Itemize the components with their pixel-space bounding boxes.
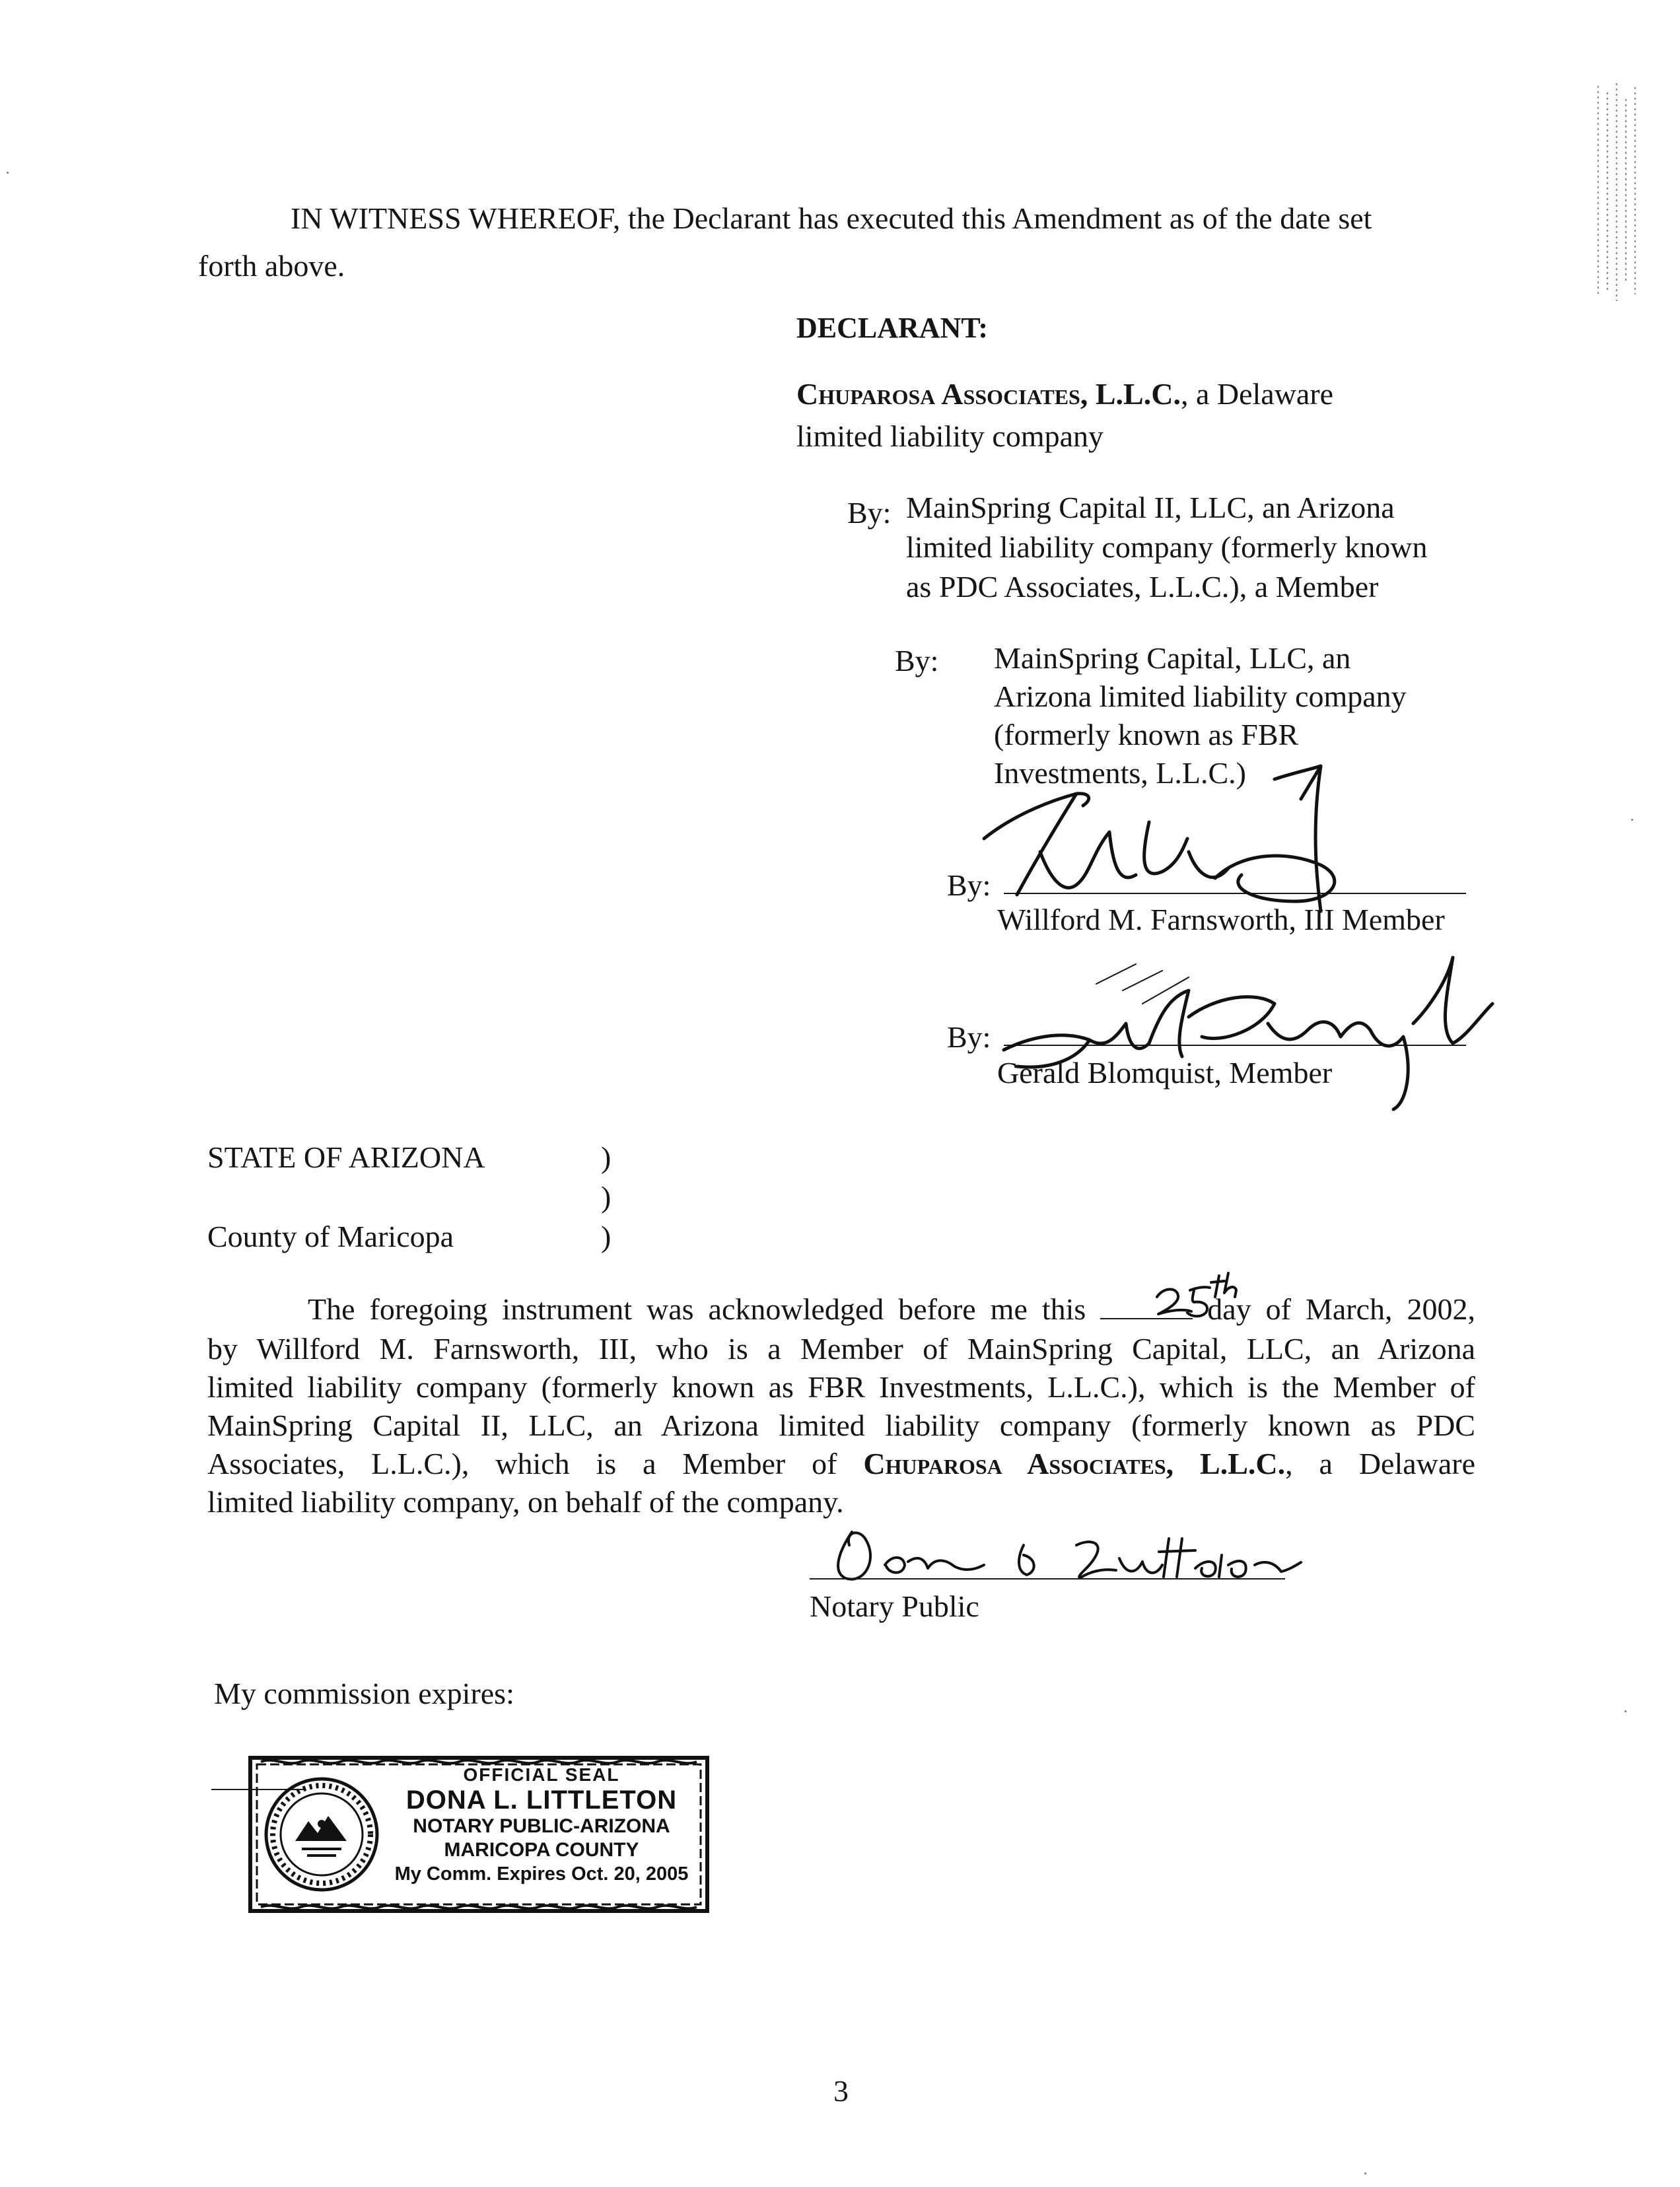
signer2-name: Gerald Blomquist, Member [997,1056,1333,1090]
seal-line2: NOTARY PUBLIC-ARIZONA [413,1815,670,1837]
scan-speck [7,172,9,174]
declarant-company-line2: limited liability company [796,419,1104,453]
venue-state: STATE OF ARIZONA [207,1140,485,1174]
declarant-heading: DECLARANT: [796,312,989,344]
seal-line4: My Comm. Expires Oct. 20, 2005 [394,1863,689,1885]
acknowledgment-line3: limited liability company (formerly known as FBR Investments, L.L.C.), which is the Member of [207,1370,1475,1404]
by-label-member1: By: [847,496,892,530]
member2-line4: Investments, L.L.C.) [994,756,1246,790]
scan-speck [1364,2172,1366,2174]
venue-paren-1: ) [601,1140,612,1174]
notary-label: Notary Public [810,1589,979,1623]
venue-paren-3: ) [601,1220,612,1253]
venue-county: County of Maricopa [207,1220,454,1253]
declarant-company-name: Chuparosa Associates, L.L.C. [796,377,1181,411]
seal-line3: MARICOPA COUNTY [444,1839,639,1861]
member2-line2: Arizona limited liability company [994,679,1407,713]
member2-line1: MainSpring Capital, LLC, an [994,641,1351,675]
handwritten-day [1150,1270,1249,1323]
member1-line3: as PDC Associates, L.L.C.), a Member [906,570,1379,604]
by-label-member2: By: [895,644,939,677]
ack-line5-end: , a Delaware [1285,1447,1476,1480]
acknowledgment-line1 [308,1289,1475,1330]
declarant-company-line1 [796,374,1333,415]
commission-expires-label: My commission expires: [214,1677,514,1710]
notary-signature-line [810,1578,1285,1580]
member2-line3: (formerly known as FBR [994,718,1299,751]
acknowledgment-line5 [207,1443,1475,1484]
acknowledgment-line4: MainSpring Capital II, LLC, an Arizona limited liability company (formerly known as PDC [207,1408,1475,1442]
witness-clause-line2: forth above. [198,249,345,283]
signature-farnsworth [977,753,1479,951]
page-number: 3 [833,2074,849,2108]
member1-line1: MainSpring Capital II, LLC, an Arizona [906,491,1395,524]
scan-speck [1625,1710,1627,1712]
seal-title: OFFICIAL SEAL [463,1764,620,1785]
ack-company-name: Chuparosa Associates, L.L.C. [863,1447,1286,1480]
by-label-signer1: By: [947,868,991,902]
ack-line1-end: day of March, 2002, [1207,1292,1476,1326]
arizona-state-seal-icon [266,1779,377,1890]
ack-line5-start: Associates, L.L.C.), which is a Member of [207,1447,837,1480]
venue-paren-2: ) [601,1180,612,1214]
witness-clause-line1: IN WITNESS WHEREOF, the Declarant has executed this Amendment as of the date set [291,201,1372,235]
scan-speck [1631,819,1633,821]
seal-notary-name: DONA L. LITTLETON [405,1786,678,1815]
ack-line1-start: The foregoing instrument was acknowledged before me this [308,1292,1086,1326]
by-label-signer2: By: [947,1020,991,1054]
signature-blomquist [991,944,1506,1123]
declarant-company-tail: , a Delaware [1180,377,1334,411]
acknowledgment-line2: by Willford M. Farnsworth, III, who is a Member of MainSpring Capital, LLC, an Arizona [207,1332,1475,1366]
signer1-name: Willford M. Farnsworth, III Member [997,903,1445,936]
acknowledgment-line6: limited liability company, on behalf of the company. [207,1485,844,1519]
member1-line2: limited liability company (formerly known [906,530,1428,564]
scan-edge-artifact [1593,79,1646,304]
seal-text-block [383,1764,700,1886]
